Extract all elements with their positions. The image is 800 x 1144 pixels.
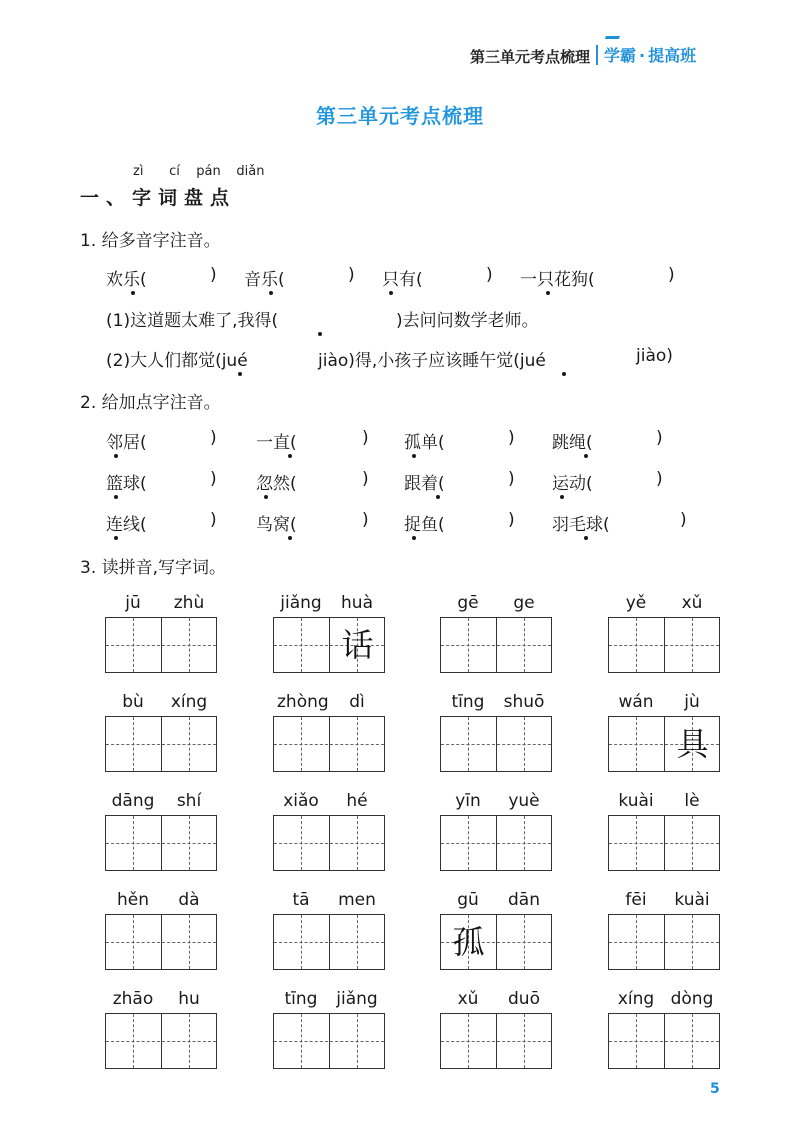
pinyin-syllable: dān [508, 890, 540, 910]
pinyin-syllable: men [338, 890, 376, 910]
section-pinyin [133, 164, 265, 179]
filled-character [330, 915, 385, 969]
q2-word: 羽毛球( [552, 515, 610, 535]
filled-character [162, 816, 217, 870]
q2-word: 一直( [256, 433, 297, 453]
emphasis-dot [560, 495, 564, 499]
pinyin-syllable: tīng [451, 692, 485, 712]
pinyin-syllable: zhāo [112, 989, 154, 1009]
filled-character: 孤 [452, 923, 485, 961]
emphasis-dot [318, 332, 322, 336]
filled-character [609, 1014, 664, 1068]
emphasis-dot [288, 454, 292, 458]
brand-logo [604, 43, 696, 66]
tianzige-grid[interactable] [273, 716, 385, 772]
question-1-heading: 1. 给多音字注音。 [80, 231, 221, 251]
q2-word: 捉鱼( [404, 515, 445, 535]
pinyin-syllable: jiǎng [280, 593, 322, 613]
filled-character: 具 [676, 725, 709, 763]
pinyin-syllable: hé [346, 791, 368, 811]
emphasis-dot [114, 454, 118, 458]
filled-character [441, 717, 496, 771]
pinyin-syllable: xíng [170, 692, 208, 712]
filled-character [274, 717, 329, 771]
tianzige-grid[interactable] [608, 815, 720, 871]
filled-character [106, 1014, 161, 1068]
emphasis-dot [114, 536, 118, 540]
pinyin-syllable: gū [457, 890, 479, 910]
tianzige-grid[interactable] [608, 617, 720, 673]
pinyin-syllable: xíng [617, 989, 655, 1009]
pinyin-syllable: pán [196, 164, 221, 179]
tianzige-grid[interactable] [105, 914, 217, 970]
filled-character [330, 1014, 385, 1068]
filled-character [497, 717, 552, 771]
q2-paren-close: ) [656, 469, 663, 489]
emphasis-dot [269, 291, 273, 295]
tianzige-grid[interactable] [105, 815, 217, 871]
tianzige-grid[interactable] [440, 716, 552, 772]
pinyin-syllable: diǎn [236, 164, 265, 179]
filled-character [106, 618, 161, 672]
pinyin-syllable: tīng [284, 989, 318, 1009]
pinyin-syllable: dāng [111, 791, 155, 811]
q1-word: 只有( [382, 270, 423, 290]
tianzige-grid[interactable] [440, 815, 552, 871]
q1-sentence-2b: jiào)得,小孩子应该睡午觉(jué [318, 351, 546, 371]
q2-word: 孤单( [404, 433, 445, 453]
tianzige-grid[interactable] [608, 1013, 720, 1069]
tianzige-grid[interactable] [440, 1013, 552, 1069]
pinyin-syllable: huà [341, 593, 373, 613]
q2-paren-close: ) [508, 428, 515, 448]
filled-character [497, 618, 552, 672]
pinyin-syllable: dì [349, 692, 365, 712]
tianzige-grid[interactable] [105, 1013, 217, 1069]
emphasis-dot [584, 454, 588, 458]
pinyin-syllable: jù [684, 692, 700, 712]
question-2-heading: 2. 给加点字注音。 [80, 393, 221, 413]
q1-paren-close: ) [348, 265, 355, 285]
q1-sentence-2c: jiào) [636, 346, 673, 366]
pinyin-syllable: hěn [116, 890, 149, 910]
filled-character [609, 816, 664, 870]
pinyin-syllable: yě [625, 593, 647, 613]
tianzige-grid[interactable] [273, 1013, 385, 1069]
pinyin-syllable: xǔ [681, 593, 703, 613]
filled-character [106, 915, 161, 969]
pinyin-syllable: zhù [173, 593, 205, 613]
pinyin-syllable: dòng [670, 989, 714, 1009]
q2-paren-close: ) [680, 510, 687, 530]
section-heading: 一、字词盘点 [80, 187, 237, 209]
filled-character [162, 717, 217, 771]
tianzige-grid[interactable] [105, 716, 217, 772]
pinyin-syllable: shuō [503, 692, 545, 712]
pinyin-syllable: kuài [674, 890, 710, 910]
filled-character [330, 717, 385, 771]
q2-word: 篮球( [106, 474, 147, 494]
pinyin-syllable: dà [178, 890, 200, 910]
q1-word: 一只花狗( [520, 270, 595, 290]
emphasis-dot [288, 536, 292, 540]
q2-paren-close: ) [210, 469, 217, 489]
emphasis-dot [562, 372, 566, 376]
q1-paren-close: ) [486, 265, 493, 285]
filled-character [162, 618, 217, 672]
filled-character [441, 618, 496, 672]
q2-paren-close: ) [508, 510, 515, 530]
pinyin-syllable: cí [169, 164, 180, 179]
pinyin-syllable: jiǎng [336, 989, 378, 1009]
filled-character [106, 717, 161, 771]
pinyin-syllable: wán [618, 692, 654, 712]
emphasis-dot [412, 454, 416, 458]
emphasis-dot [264, 495, 268, 499]
pinyin-syllable: jū [125, 593, 141, 613]
pinyin-syllable: zì [133, 164, 144, 179]
pinyin-syllable: kuài [618, 791, 654, 811]
pinyin-syllable: fēi [625, 890, 647, 910]
tianzige-grid[interactable] [273, 914, 385, 970]
emphasis-dot [114, 495, 118, 499]
pinyin-syllable: yuè [508, 791, 540, 811]
pinyin-syllable: xǔ [457, 989, 479, 1009]
brand-separator: · [639, 46, 646, 65]
q2-word: 跟着( [404, 474, 445, 494]
emphasis-dot [238, 372, 242, 376]
filled-character [497, 1014, 552, 1068]
filled-character [441, 816, 496, 870]
pinyin-syllable: bù [122, 692, 144, 712]
filled-character [162, 915, 217, 969]
q2-paren-close: ) [210, 510, 217, 530]
q2-paren-close: ) [362, 469, 369, 489]
q1-paren-close: ) [210, 265, 217, 285]
filled-character [497, 816, 552, 870]
filled-character [274, 1014, 329, 1068]
filled-character [665, 816, 720, 870]
q2-word: 连线( [106, 515, 147, 535]
q2-word: 邻居( [106, 433, 147, 453]
q1-paren-close: ) [668, 265, 675, 285]
filled-character [274, 816, 329, 870]
q2-paren-close: ) [362, 428, 369, 448]
emphasis-dot [131, 291, 135, 295]
q2-paren-close: ) [508, 469, 515, 489]
filled-character [665, 1014, 720, 1068]
pinyin-syllable: duō [508, 989, 540, 1009]
header-divider [596, 45, 598, 65]
pinyin-syllable: lè [684, 791, 700, 811]
filled-character [106, 816, 161, 870]
tianzige-grid[interactable] [105, 617, 217, 673]
pinyin-syllable: yīn [455, 791, 481, 811]
filled-character [274, 618, 329, 672]
running-header: 第三单元考点梳理 [469, 48, 590, 66]
q2-word: 跳绳( [552, 433, 593, 453]
emphasis-dot [584, 536, 588, 540]
tianzige-grid[interactable] [608, 914, 720, 970]
filled-character [162, 1014, 217, 1068]
q2-word: 忽然( [256, 474, 297, 494]
q1-word-text: 欢乐( [106, 270, 147, 290]
filled-character [665, 915, 720, 969]
q1-sentence-1-end: )去问问数学老师。 [396, 311, 539, 331]
pinyin-syllable: hu [178, 989, 200, 1009]
page-title: 第三单元考点梳理 [316, 104, 484, 128]
brand-name: 学霸 [604, 46, 637, 65]
tianzige-grid[interactable] [440, 617, 552, 673]
pinyin-syllable: xiǎo [283, 791, 319, 811]
q1-sentence-1: (1)这道题太难了,我得( [106, 311, 279, 331]
pinyin-syllable: tā [292, 890, 310, 910]
q2-word: 鸟窝( [256, 515, 297, 535]
filled-character [330, 816, 385, 870]
pinyin-syllable: shí [176, 791, 202, 811]
pinyin-syllable: zhòng [277, 692, 329, 712]
filled-character: 话 [341, 626, 374, 664]
brand-sub: 提高班 [648, 46, 697, 65]
emphasis-dot [389, 291, 393, 295]
q2-paren-close: ) [210, 428, 217, 448]
q2-paren-close: ) [656, 428, 663, 448]
filled-character [609, 717, 664, 771]
q1-word [106, 265, 147, 290]
filled-character [665, 618, 720, 672]
emphasis-dot [436, 495, 440, 499]
filled-character [274, 915, 329, 969]
emphasis-dot [412, 536, 416, 540]
page-number: 5 [710, 1081, 720, 1097]
q1-word: 音乐( [244, 270, 285, 290]
q2-word: 运动( [552, 474, 593, 494]
q1-sentence-2a: (2)大人们都觉(jué [106, 351, 248, 371]
tianzige-grid[interactable] [440, 914, 552, 970]
question-3-heading: 3. 读拼音,写字词。 [80, 558, 227, 578]
filled-character [609, 618, 664, 672]
pinyin-syllable: gē [457, 593, 479, 613]
tianzige-grid[interactable] [273, 815, 385, 871]
emphasis-dot [546, 291, 550, 295]
tianzige-grid[interactable] [273, 617, 385, 673]
filled-character [609, 915, 664, 969]
q2-paren-close: ) [362, 510, 369, 530]
filled-character [441, 1014, 496, 1068]
tianzige-grid[interactable] [608, 716, 720, 772]
filled-character [497, 915, 552, 969]
pinyin-syllable: ge [513, 593, 535, 613]
